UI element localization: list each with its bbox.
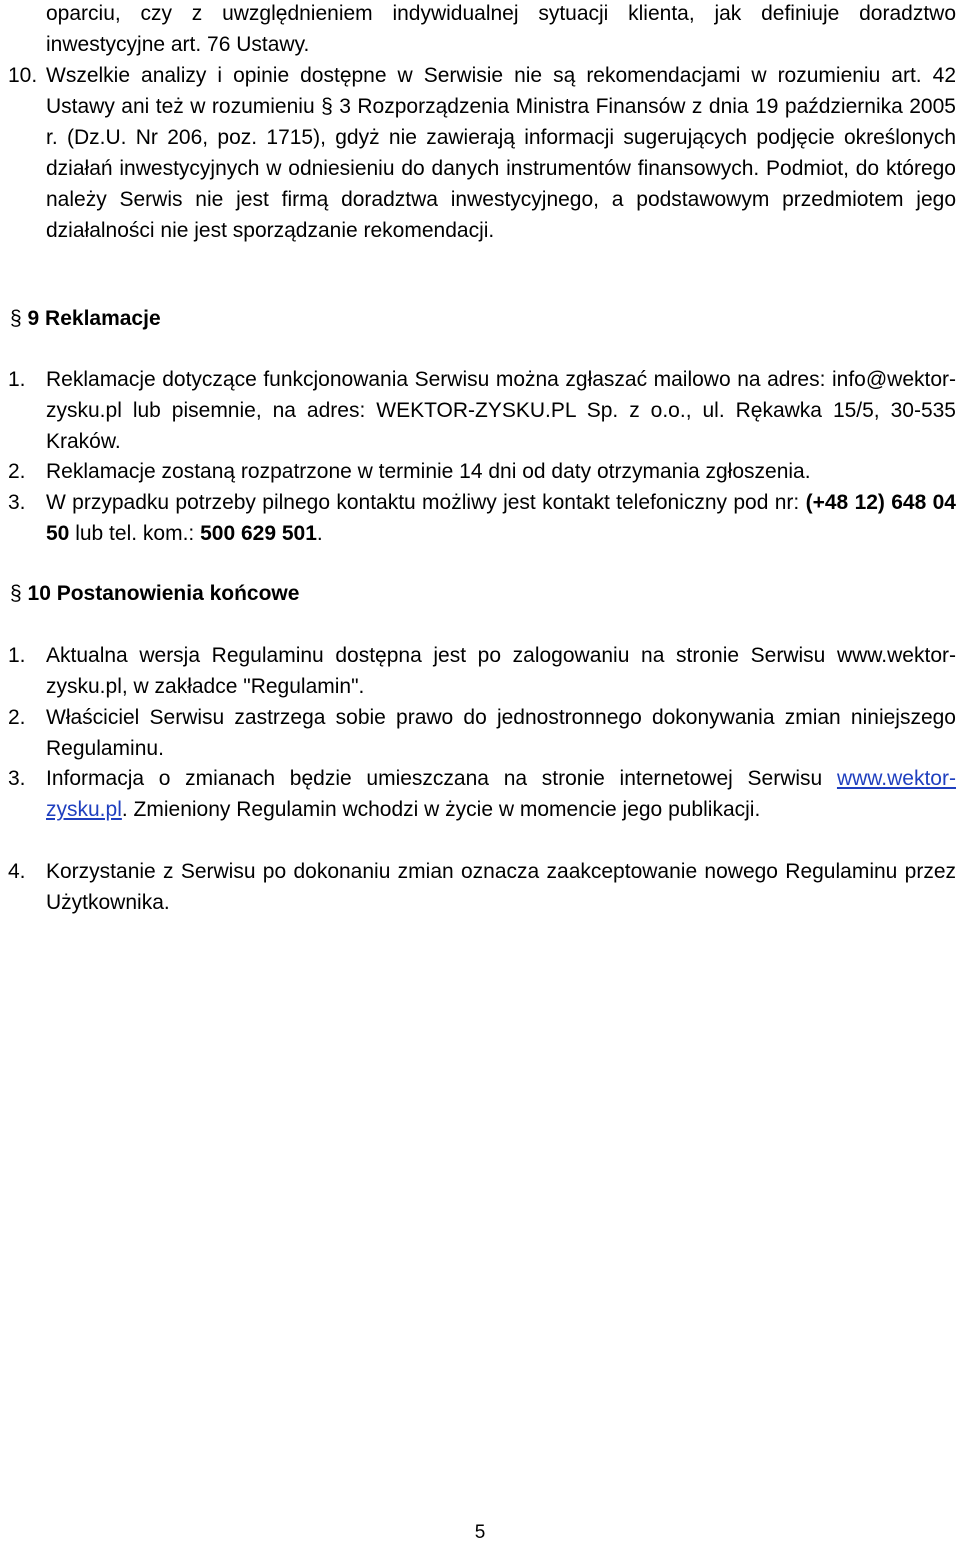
- s10-item-3-text-b: . Zmieniony Regulamin wchodzi w życie w momencie jego publikacji.: [121, 798, 761, 821]
- section-sign-inline: §: [321, 95, 333, 118]
- s10-item-3-number: 3.: [8, 767, 26, 790]
- s9-item-3-text-b: lub tel. kom.:: [75, 522, 195, 545]
- mobile-number: 500 629 501: [200, 522, 317, 545]
- continuation-paragraph: [46, 0, 956, 60]
- section-sign-icon: §: [10, 307, 22, 330]
- item-10-text: [46, 60, 956, 246]
- continuation-line-1: oparciu, czy z uwzględnieniem indywidualnej sytuacji klienta, jak definiuje doradztwo: [46, 2, 956, 25]
- s9-item-2-text: Reklamacje zostaną rozpatrzone w terminie 14 dni od daty otrzymania zgłoszenia.: [46, 460, 811, 483]
- s9-item-3-text-c: .: [316, 522, 323, 545]
- s9-item-3-text-a: W przypadku potrzeby pilnego kontaktu możliwy jest kontakt telefoniczny pod nr:: [46, 491, 800, 514]
- s10-item-1-number: 1.: [8, 644, 26, 667]
- s9-item-3-number: 3.: [8, 491, 26, 514]
- s10-item-3-text: [46, 763, 956, 825]
- section-9-title: 9 Reklamacje: [27, 307, 161, 330]
- s9-item-1-number: 1.: [8, 368, 26, 391]
- s10-item-2-text: Właściciel Serwisu zastrzega sobie prawo do jednostronnego dokonywania zmian niniejszego Regulaminu.: [46, 706, 956, 760]
- s10-item-4-number: 4.: [8, 860, 26, 883]
- website-link[interactable]: www.wektor-zysku.pl: [46, 767, 956, 821]
- section-10-heading: [10, 578, 299, 609]
- item-10-number: 10.: [8, 64, 38, 87]
- page-number: 5: [474, 1522, 486, 1543]
- s9-item-3-text: [46, 487, 956, 549]
- s9-item-1-text: Reklamacje dotyczące funkcjonowania Serwisu można zgłaszać mailowo na adres: info@wektor-zysku.pl lub pisemnie, na adres: WEKTOR-ZYSKU.PL Sp. z o.o., ul. Rękawka 15/5, 30-535 Kraków.: [46, 368, 956, 453]
- s10-item-1-text: Aktualna wersja Regulaminu dostępna jest po zalogowaniu na stronie Serwisu www.wektor-zysku.pl, w zakładce "Regulamin".: [46, 644, 956, 698]
- section-sign-icon: §: [10, 582, 22, 605]
- item-10-text-part2: 3 Rozporządzenia Ministra Finansów z dnia 19 października 2005 r. (Dz.U. Nr 206, poz. 1715), gdyż nie zawierają informacji sugerujących podjęcie określonych działań inwestycyjnych w odniesieniu do danych instrumentów finansowych. Podmiot, do którego należy Serwis nie jest firmą doradztwa inwestycyjnego, a podstawowym przedmiotem jego działalności nie jest sporządzanie rekomendacji.: [46, 95, 956, 242]
- item-10-text-part1: Wszelkie analizy i opinie dostępne w Serwisie nie są rekomendacjami w rozumieniu art. 42 Ustawy ani też w rozumieniu: [46, 64, 956, 118]
- section-10-title: 10 Postanowienia końcowe: [27, 582, 300, 605]
- s9-item-2-number: 2.: [8, 460, 26, 483]
- continuation-line-2: inwestycyjne art. 76 Ustawy.: [46, 33, 310, 56]
- s10-item-2-number: 2.: [8, 706, 26, 729]
- phone-number: (+48 12) 648 04 50: [46, 491, 956, 545]
- s10-item-4-text: Korzystanie z Serwisu po dokonaniu zmian oznacza zaakceptowanie nowego Regulaminu przez Użytkownika.: [46, 860, 956, 914]
- section-9-heading: [10, 303, 161, 334]
- s10-item-3-text-a: Informacja o zmianach będzie umieszczana na stronie internetowej Serwisu: [46, 767, 823, 790]
